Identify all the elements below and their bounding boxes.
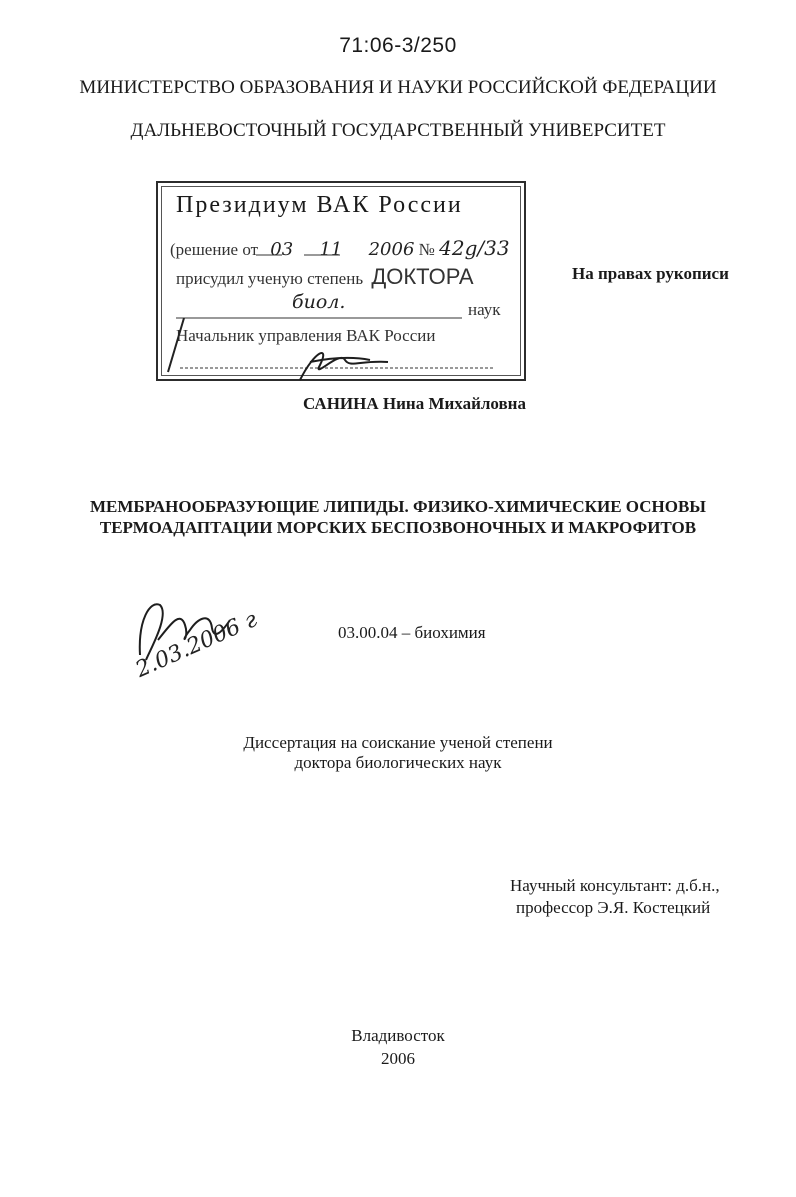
- stamp-slash-mark: [168, 318, 184, 372]
- stamp-degree: ДОКТОРА: [371, 264, 474, 289]
- stamp-number-sign: №: [418, 240, 435, 259]
- consultant-line-2: профессор Э.Я. Костецкий: [516, 898, 711, 917]
- stamp-day: 03: [270, 239, 294, 260]
- university-heading: ДАЛЬНЕВОСТОЧНЫЙ ГОСУДАРСТВЕННЫЙ УНИВЕРСИТЕТ: [130, 120, 666, 141]
- stamp-month: 11: [319, 239, 343, 260]
- dissertation-line-2: доктора биологических наук: [294, 753, 502, 772]
- stamp-decision-prefix: (решение от: [170, 240, 259, 259]
- manuscript-rights-note: На правах рукописи: [572, 264, 729, 283]
- stamp-title: Президиум ВАК России: [176, 192, 463, 218]
- consultant-line-1: Научный консультант: д.б.н.,: [510, 876, 720, 895]
- archive-code: 71:06-3/250: [339, 34, 457, 57]
- stamp-year: 2006: [368, 239, 415, 260]
- thesis-title-line-2: ТЕРМОАДАПТАЦИИ МОРСКИХ БЕСПОЗВОНОЧНЫХ И МАКРОФИТОВ: [99, 518, 697, 537]
- city: Владивосток: [351, 1026, 445, 1045]
- year: 2006: [381, 1049, 415, 1068]
- specialty: 03.00.04 – биохимия: [338, 623, 486, 642]
- stamp-signature: [300, 353, 388, 380]
- ministry-heading: МИНИСТЕРСТВО ОБРАЗОВАНИЯ И НАУКИ РОССИЙСКОЙ ФЕДЕРАЦИИ: [79, 77, 717, 98]
- stamp-sciences: наук: [468, 300, 501, 319]
- stamp-head: Начальник управления ВАК России: [176, 326, 436, 345]
- dissertation-line-1: Диссертация на соискание ученой степени: [243, 733, 553, 752]
- stamp-number: 42g/33: [439, 236, 510, 260]
- stamp-awarded: присудил ученую степень: [176, 269, 364, 288]
- stamp-field: биол.: [292, 291, 346, 313]
- handwritten-date: 2.03.2006 г: [132, 607, 262, 683]
- thesis-title-line-1: МЕМБРАНООБРАЗУЮЩИЕ ЛИПИДЫ. ФИЗИКО-ХИМИЧЕСКИЕ ОСНОВЫ: [90, 497, 706, 516]
- author-name: САНИНА Нина Михайловна: [303, 394, 526, 413]
